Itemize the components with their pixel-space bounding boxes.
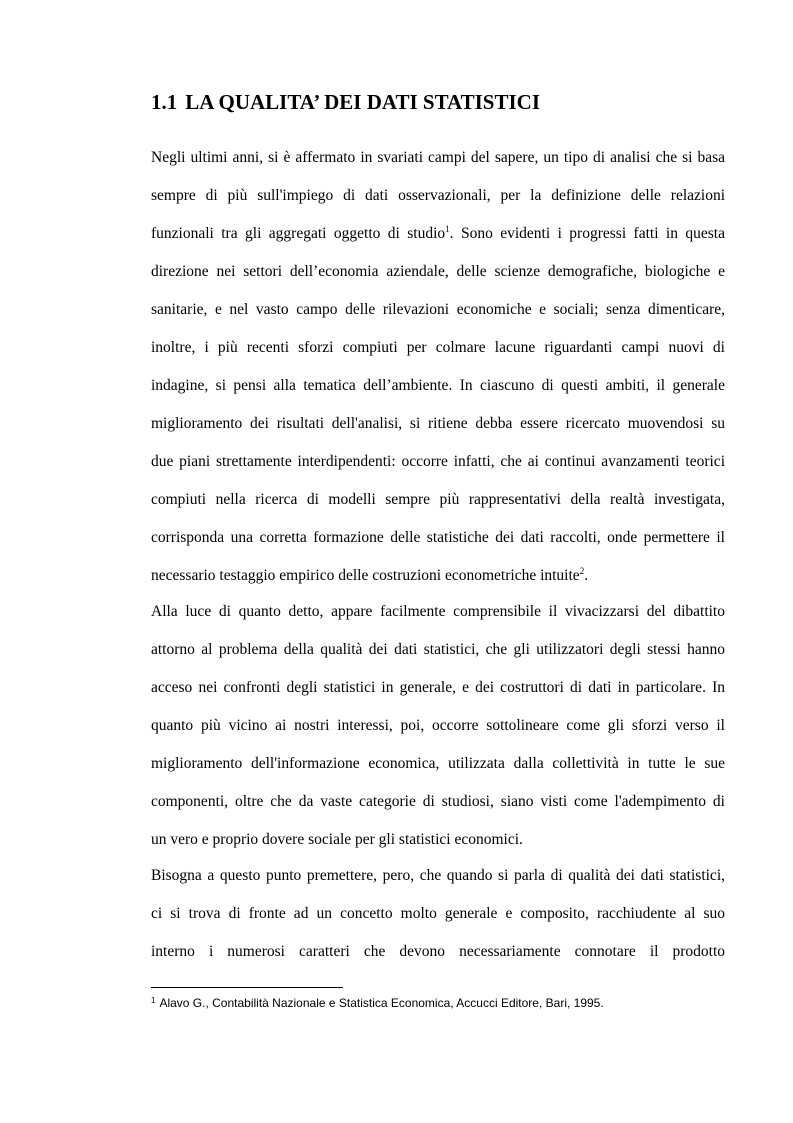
text-line	[151, 414, 725, 434]
line-text: sempre di più sull'impiego di dati osservazionali, per la definizione delle relazioni	[151, 187, 725, 204]
text-line	[151, 942, 725, 962]
text-line	[151, 754, 725, 774]
footnote	[151, 995, 604, 1011]
line-text: componenti, oltre che da vaste categorie di studiosi, siano visti come l'adempimento di	[151, 793, 725, 810]
text-line	[151, 866, 725, 886]
text-line	[151, 262, 725, 282]
line-text: ci si trova di fronte ad un concetto molto generale e composito, racchiudente al suo	[151, 905, 725, 922]
footnote-marker: 1	[151, 996, 156, 1005]
text-line	[151, 300, 725, 320]
line-text: corrisponda una corretta formazione delle statistiche dei dati raccolti, onde permettere il	[151, 529, 725, 546]
line-text: Alla luce di quanto detto, appare facilmente comprensibile il vivacizzarsi del dibattito	[151, 603, 725, 620]
text-line	[151, 528, 725, 548]
line-text: interno i numerosi caratteri che devono necessariamente connotare il prodotto	[151, 943, 725, 960]
footnote-separator	[151, 987, 343, 988]
line-text: acceso nei confronti degli statistici in generale, e dei costruttori di dati in particolare. In	[151, 679, 725, 696]
text-line	[151, 678, 725, 698]
line-text: sanitarie, e nel vasto campo delle rilevazioni economiche e sociali; senza dimenticare,	[151, 301, 725, 318]
text-line	[151, 452, 725, 472]
line-text: compiuti nella ricerca di modelli sempre più rappresentativi della realtà investigata,	[151, 491, 725, 508]
line-text: Bisogna a questo punto premettere, pero, che quando si parla di qualità dei dati statistici,	[151, 867, 725, 884]
text-line	[151, 490, 725, 510]
line-text: miglioramento dei risultati dell'analisi, si ritiene debba essere ricercato muovendosi su	[151, 415, 725, 432]
line-text: un vero e proprio dovere sociale per gli statistici economici.	[151, 831, 523, 848]
line-text: direzione nei settori dell’economia aziendale, delle scienze demografiche, biologiche e	[151, 263, 725, 280]
line-text-continued: .	[584, 567, 589, 584]
section-heading	[151, 89, 540, 115]
text-line	[151, 904, 725, 924]
line-text: Negli ultimi anni, si è affermato in svariati campi del sapere, un tipo di analisi che si basa	[151, 149, 725, 166]
text-line	[151, 148, 725, 168]
line-text: due piani strettamente interdipendenti: occorre infatti, che ai continui avanzamenti teorici	[151, 453, 725, 470]
section-number: 1.1	[151, 90, 178, 114]
text-line	[151, 830, 725, 850]
text-line	[151, 640, 725, 660]
line-text-continued: . Sono evidenti i progressi fatti in questa	[449, 225, 725, 242]
footnote-reference: 2	[579, 566, 585, 576]
line-text: necessario testaggio empirico delle costruzioni econometriche intuite	[151, 567, 580, 584]
footnote-text: Alavo G., Contabilità Nazionale e Statistica Economica, Accucci Editore, Bari, 1995.	[159, 996, 604, 1010]
text-line	[151, 224, 725, 244]
line-text: miglioramento dell'informazione economica, utilizzata dalla collettività in tutte le sue	[151, 755, 725, 772]
line-text: attorno al problema della qualità dei dati statistici, che gli utilizzatori degli stessi hanno	[151, 641, 725, 658]
section-title: LA QUALITA’ DEI DATI STATISTICI	[185, 90, 541, 114]
text-line	[151, 602, 725, 622]
text-line	[151, 186, 725, 206]
text-line	[151, 716, 725, 736]
text-line	[151, 338, 725, 358]
text-line	[151, 566, 725, 586]
line-text: indagine, si pensi alla tematica dell’ambiente. In ciascuno di questi ambiti, il generale	[151, 377, 725, 394]
text-line	[151, 376, 725, 396]
text-line	[151, 792, 725, 812]
line-text: funzionali tra gli aggregati oggetto di studio	[151, 225, 446, 242]
footnote-reference: 1	[445, 224, 450, 234]
line-text: inoltre, i più recenti sforzi compiuti per colmare lacune riguardanti campi nuovi di	[151, 339, 725, 356]
line-text: quanto più vicino ai nostri interessi, poi, occorre sottolineare come gli sforzi verso il	[151, 717, 725, 734]
